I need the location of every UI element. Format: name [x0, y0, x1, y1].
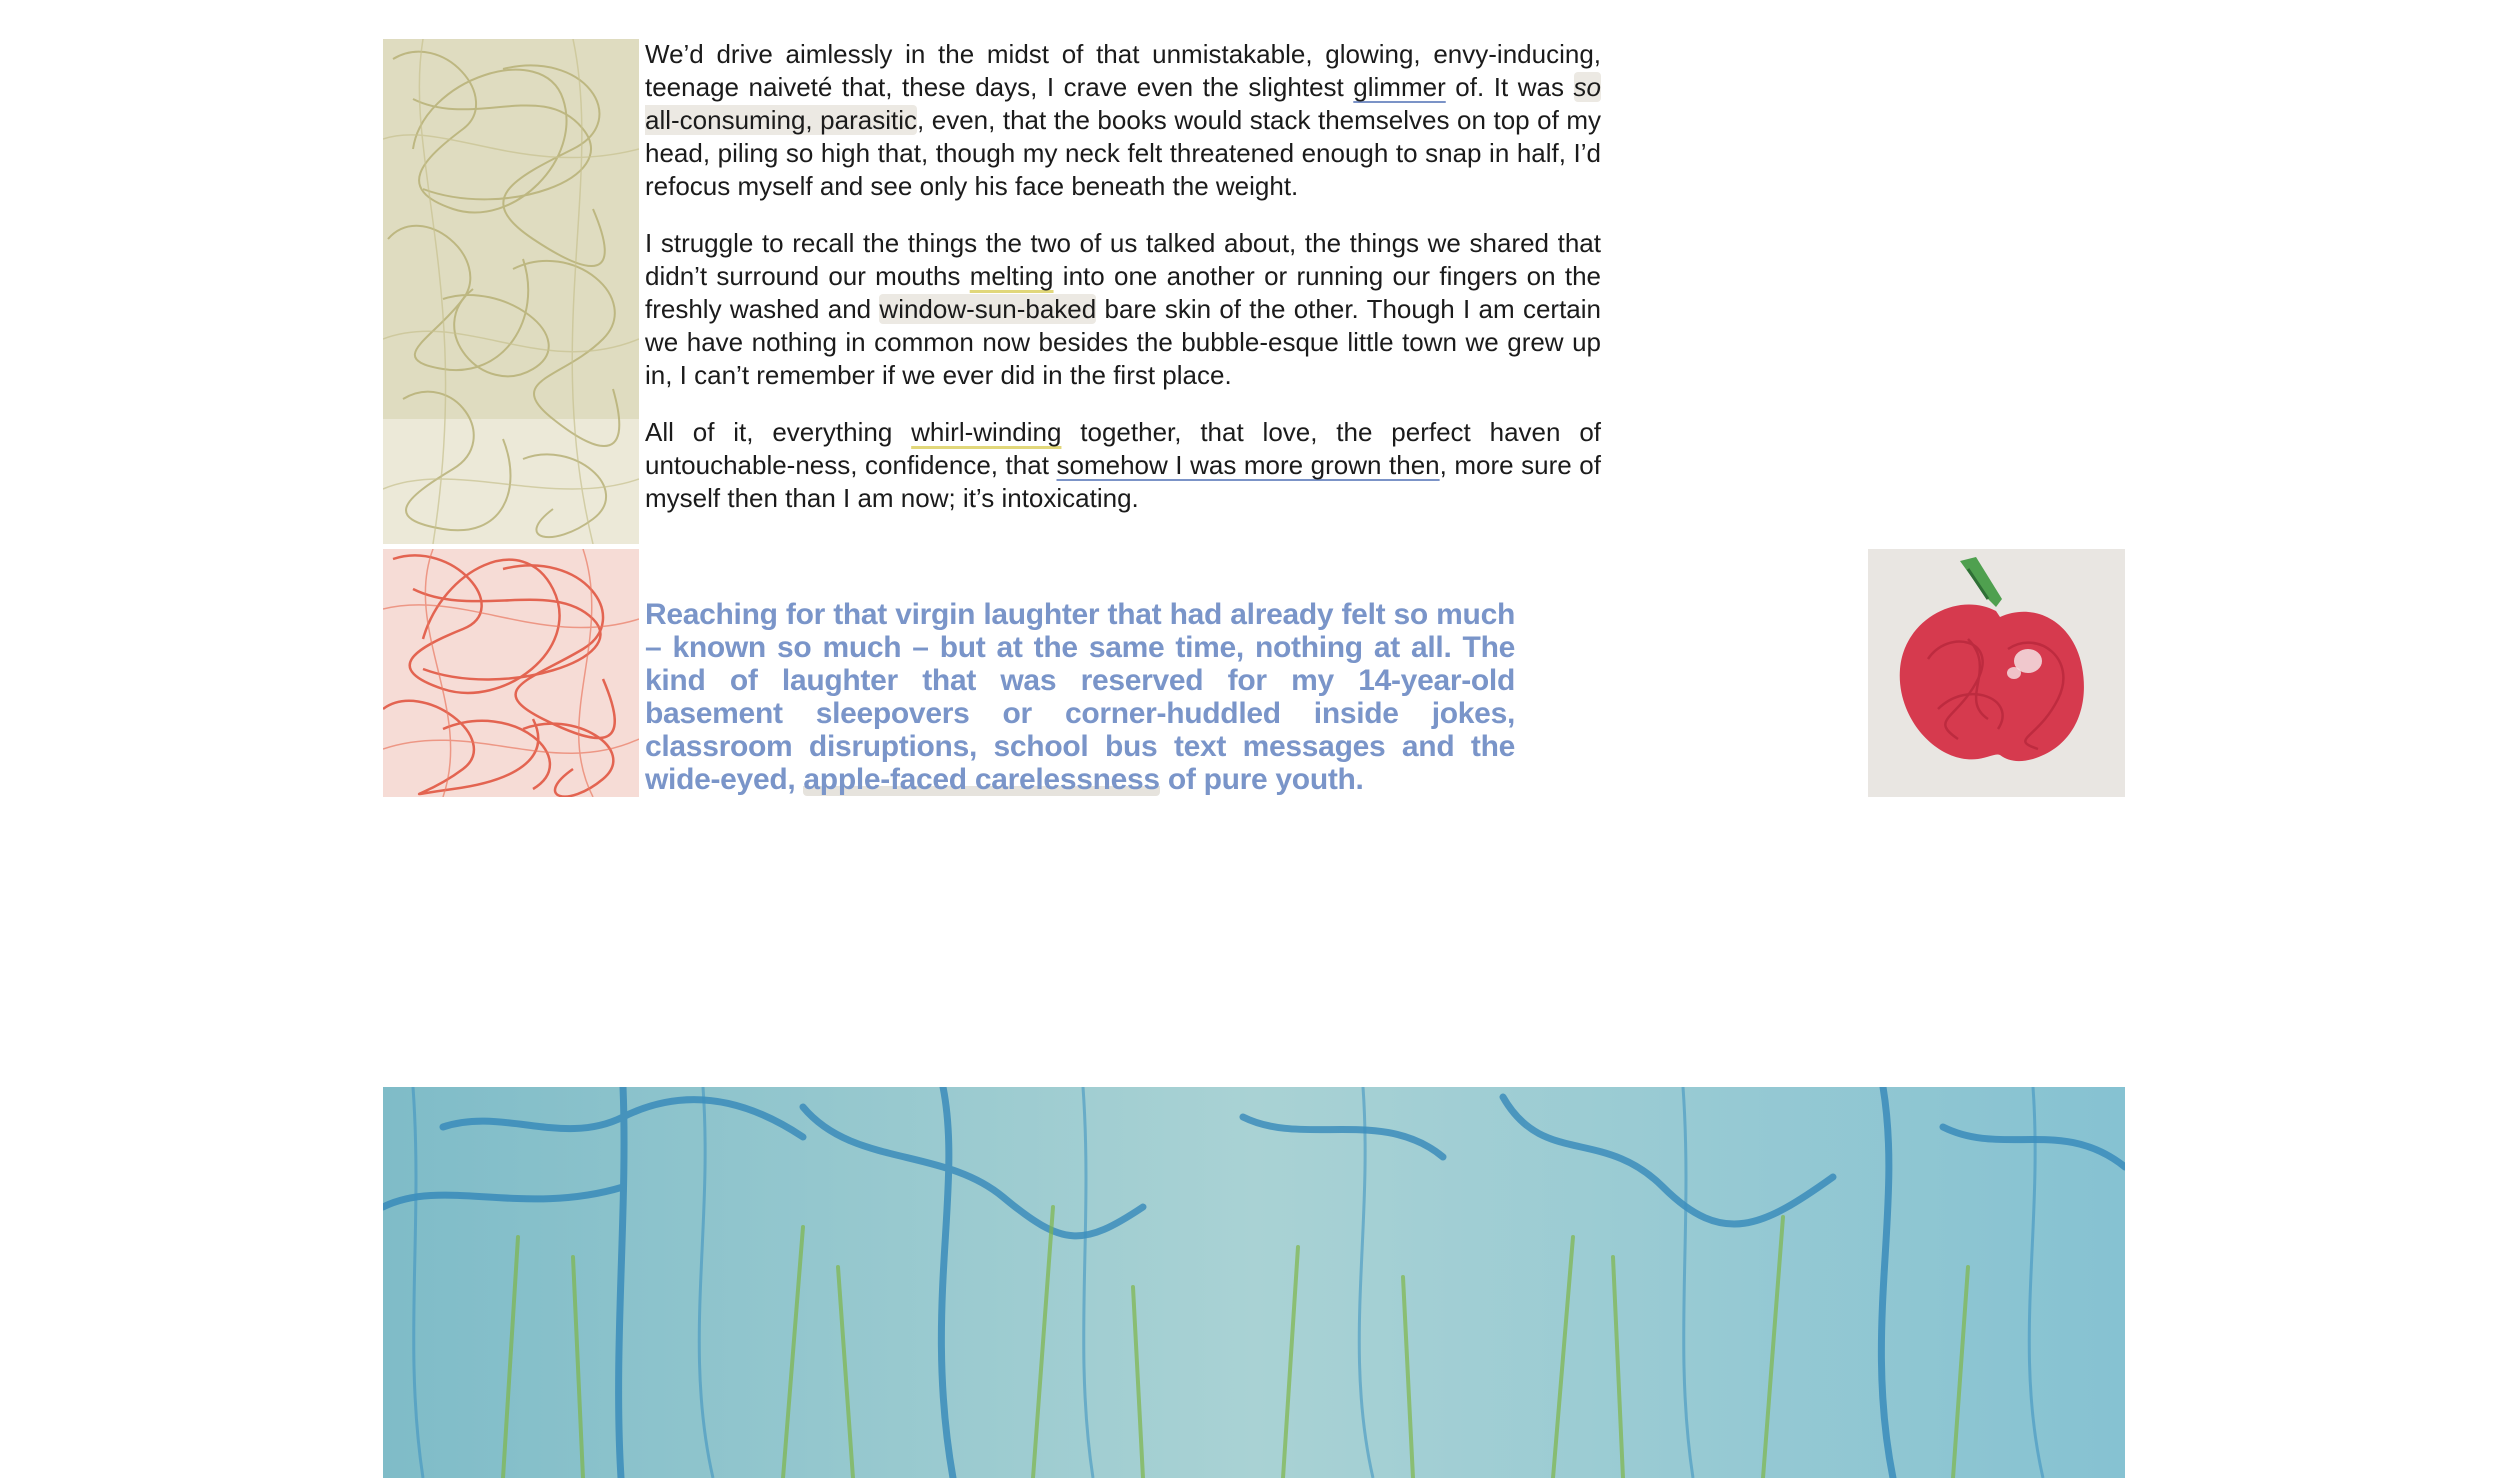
- essay-paragraph-3: All of it, everything whirl-winding together, that love, the perfect haven of untouchable-ness, confidence, that somehow I was more grown then, more sure of myself then than I am now; it’s intoxicating.: [645, 417, 1602, 513]
- red-crayon-texture-image: [383, 549, 639, 797]
- teal-crayon-texture-image: [383, 1087, 2125, 1478]
- melting-underlined: melting: [969, 261, 1054, 291]
- whirl-winding-underlined: whirl-winding: [911, 417, 1062, 447]
- essay-paragraph-1: We’d drive aimlessly in the midst of that unmistakable, glowing, envy-inducing, teenage naiveté that, these days, I crave even the slightest glimmer of. It was so all-consuming, parasitic, even, that the books would stack themselves on top of my head, piling so high that, though my neck felt threatened enough to snap in half, I’d refocus myself and see only his face beneath the weight.: [645, 39, 1602, 201]
- apple-faced-highlight: apple-faced carelessness: [803, 763, 1160, 796]
- apple-drawing-icon: [1868, 549, 2125, 797]
- red-crayon-scribble-icon: [383, 549, 639, 797]
- olive-crayon-scribble-icon: [383, 39, 639, 544]
- essay-paragraph-2: I struggle to recall the things the two of us talked about, the things we shared that didn’t surround our mouths melting into one another or running our fingers on the freshly washed and window-sun-baked bare skin of the other. Though I am certain we have nothing in common now besides the bubble-esque little town we grew up in, I can’t remember if we ever did in the first place.: [645, 228, 1601, 390]
- all-consuming-highlight: all-consuming, parasitic: [645, 105, 917, 135]
- glimmer-underlined: glimmer: [1353, 72, 1446, 102]
- window-sun-baked-highlight: window-sun-baked: [879, 294, 1097, 324]
- pull-quote: Reaching for that virgin laughter that had already felt so much – known so much – but at the same time, nothing at all. The kind of laughter that was reserved for my 14-year-old basement sleepovers or corner-huddled inside jokes, classroom disruptions, school bus text messages and the wide-eyed, apple-faced carelessness of pure youth.: [645, 598, 1515, 796]
- essay-body: [645, 38, 1601, 539]
- grown-then-underlined: somehow I was more grown then: [1056, 450, 1440, 480]
- olive-crayon-texture-image: [383, 39, 639, 544]
- teal-crayon-landscape-icon: [383, 1087, 2125, 1478]
- apple-drawing-image: [1868, 549, 2125, 797]
